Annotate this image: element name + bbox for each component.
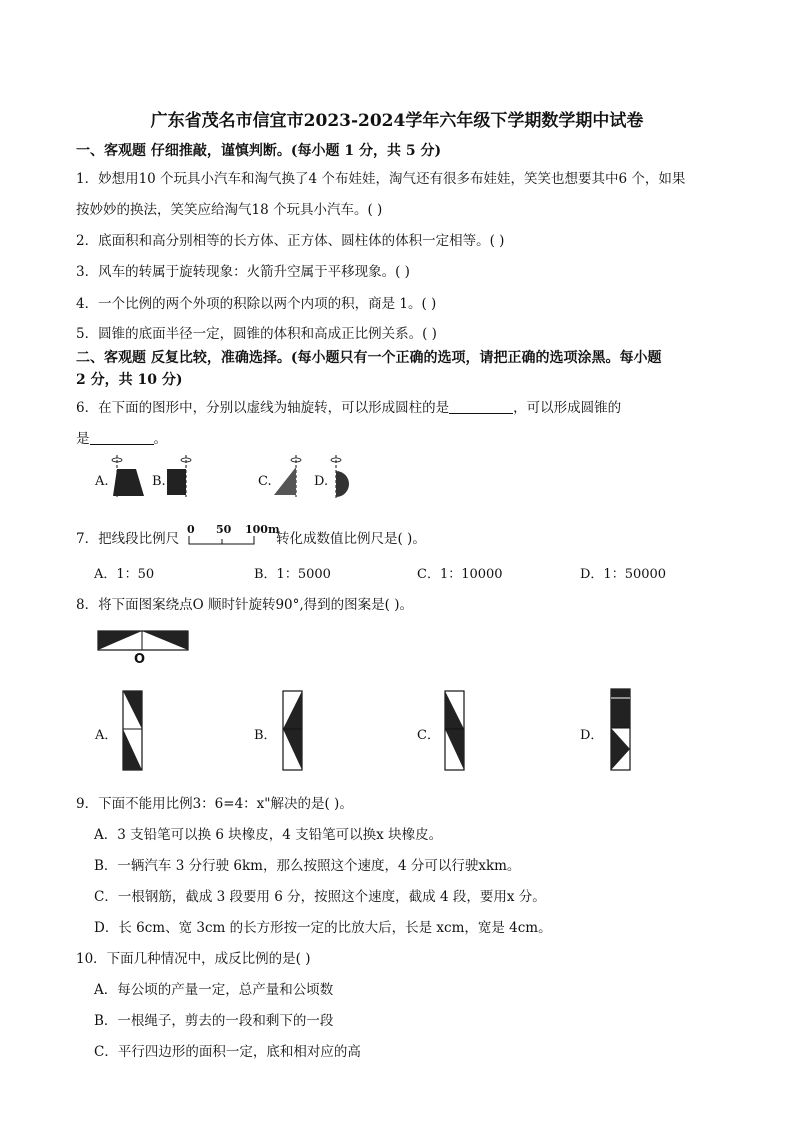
line-scale-bar [188, 536, 258, 548]
question-10: 10．下面几种情况中，成反比例的是( ) [76, 951, 311, 967]
answer-blank-cone[interactable] [90, 430, 154, 445]
q9-option-a[interactable]: A．3 支铅笔可以换 6 块橡皮，4 支铅笔可以换x 块橡皮。 [94, 827, 443, 843]
section2-heading-line1: 二、客观题 反复比较，准确选择。(每小题只有一个正确的选项，请把正确的选项涂黑。每小题 [76, 350, 662, 366]
answer-blank-cylinder[interactable] [449, 399, 513, 414]
question-1-line2: 按妙妙的换法，笑笑应给淘气18 个玩具小汽车。( ) [76, 202, 383, 218]
question-9: 9．下面不能用比例3：6=4：x"解决的是( )。 [76, 796, 353, 812]
q9-option-d[interactable]: D．长 6cm、宽 3cm 的长方形按一定的比放大后，长是 xcm，宽是 4cm。 [94, 920, 552, 936]
q7-option-a[interactable]: A．1：50 [94, 567, 155, 582]
question-3: 3．风车的转属于旋转现象：火箭升空属于平移现象。( ) [76, 264, 410, 280]
rotation-point-label: O [134, 652, 146, 667]
q8-label-d: D． [580, 728, 604, 743]
q6-label-c: C. [258, 474, 272, 489]
q7-option-d[interactable]: D．1：50000 [580, 567, 667, 582]
page-title: 广东省茂名市信宜市2023-2024学年六年级下学期数学期中试卷 [150, 111, 644, 131]
question-6-text-a: 6．在下面的图形中，分别以虚线为轴旋转，可以形成圆柱的是 [76, 400, 450, 416]
q8-option-a-pattern[interactable] [122, 690, 144, 772]
question-7-text-b: 转化成数值比例尺是( )。 [276, 531, 426, 547]
question-1-line1: 1．妙想用10 个玩具小汽车和淘气换了4 个布娃娃，淘气还有很多布娃娃，笑笑也想要其中6 个，如果 [76, 171, 686, 187]
question-8: 8．将下面图案绕点O 顺时针旋转90°,得到的图案是( )。 [76, 597, 413, 613]
q6-label-d: D. [314, 474, 329, 489]
q6-figure-d-semicircle [328, 455, 358, 500]
q9-option-c[interactable]: C．一根钢筋，截成 3 段要用 6 分，按照这个速度，截成 4 段，要用x 分。 [94, 889, 546, 905]
question-6-line2 [76, 427, 167, 447]
q10-option-c[interactable]: C．平行四边形的面积一定，底和相对应的高 [94, 1044, 361, 1060]
question-6-text-c: 是 [76, 431, 90, 447]
q6-label-a: A. [95, 474, 109, 489]
question-2: 2．底面积和高分别相等的长方体、正方体、圆柱体的体积一定相等。( ) [76, 233, 505, 249]
q9-option-b[interactable]: B．一辆汽车 3 分行驶 6km，那么按照这个速度，4 分可以行驶xkm。 [94, 858, 521, 874]
q8-label-a: A． [95, 728, 118, 743]
q6-figure-c-triangle [270, 455, 306, 500]
q6-figure-a-trapezoid [108, 455, 148, 500]
question-5: 5．圆锥的底面半径一定，圆锥的体积和高成正比例关系。( ) [76, 326, 437, 342]
q8-original-pattern [97, 630, 191, 654]
q8-option-d-pattern[interactable] [610, 688, 632, 772]
q7-option-b[interactable]: B．1：5000 [254, 567, 331, 582]
q8-label-c: C． [417, 728, 440, 743]
question-6-text-d: 。 [153, 431, 167, 447]
q8-option-c-pattern[interactable] [444, 690, 466, 772]
scale-label-50: 50 [216, 523, 232, 536]
q8-label-b: B． [254, 728, 277, 743]
q6-figure-b-rectangle [164, 455, 194, 500]
q10-option-a[interactable]: A．每公顷的产量一定，总产量和公顷数 [94, 982, 334, 998]
question-6-text-b: ，可以形成圆锥的 [513, 400, 622, 416]
scale-label-0: 0 [187, 523, 195, 536]
question-6-line1 [76, 396, 621, 416]
q8-option-b-pattern[interactable] [282, 690, 304, 772]
q7-option-c[interactable]: C．1：10000 [417, 567, 503, 582]
scale-label-100m: 100m [245, 523, 280, 536]
question-7-text-a: 7．把线段比例尺 [76, 531, 180, 547]
question-4: 4．一个比例的两个外项的积除以两个内项的积，商是 1。( ) [76, 296, 437, 312]
section2-heading-line2: 2 分，共 10 分) [76, 372, 183, 388]
section1-heading: 一、客观题 仔细推敲，谨慎判断。(每小题 1 分，共 5 分) [76, 143, 442, 159]
q10-option-b[interactable]: B．一根绳子，剪去的一段和剩下的一段 [94, 1013, 334, 1029]
q6-label-b: B. [152, 474, 166, 489]
